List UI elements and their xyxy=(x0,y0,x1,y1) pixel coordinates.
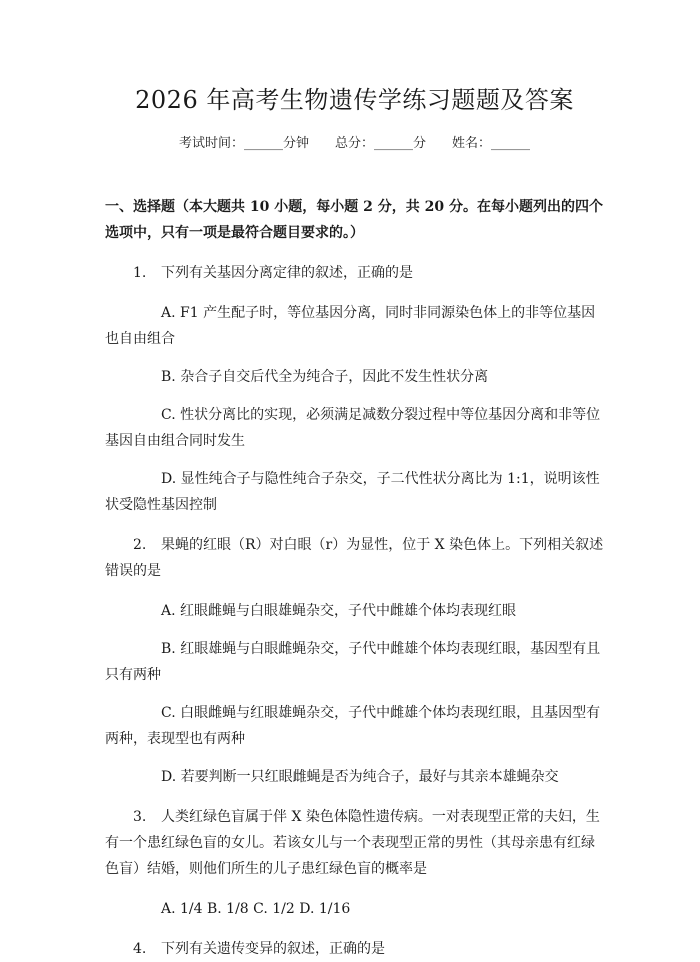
question-3 xyxy=(105,804,604,882)
question-number: 1. xyxy=(133,265,147,281)
question-2 xyxy=(105,532,604,584)
question-stem: 下列有关基因分离定律的叙述，正确的是 xyxy=(161,265,413,281)
question-stem: 下列有关遗传变异的叙述，正确的是 xyxy=(161,941,385,957)
option-2c: C. 白眼雌蝇与红眼雄蝇杂交，子代中雌雄个体均表现红眼，且基因型有两种，表现型也有两种 xyxy=(105,705,601,747)
question-4 xyxy=(105,936,604,962)
option-1b: B. 杂合子自交后代全为纯合子，因此不发生性状分离 xyxy=(161,369,489,385)
question-number: 3. xyxy=(133,809,147,825)
option-1a: A. F1 产生配子时，等位基因分离，同时非同源染色体上的非等位基因也自由组合 xyxy=(105,305,596,347)
option-1c: C. 性状分离比的实现，必须满足减数分裂过程中等位基因分离和非等位基因自由组合同时发生 xyxy=(105,407,601,449)
question-number: 2. xyxy=(133,537,147,553)
option-2a: A. 红眼雌蝇与白眼雄蝇杂交，子代中雌雄个体均表现红眼 xyxy=(161,603,517,619)
question-1 xyxy=(105,260,604,286)
option-2d: D. 若要判断一只红眼雌蝇是否为纯合子，最好与其亲本雄蝇杂交 xyxy=(161,769,559,785)
exam-info xyxy=(105,134,604,154)
exam-time: 考试时间：______分钟 xyxy=(178,136,309,151)
page-title: 2026 年高考生物遗传学练习题题及答案 xyxy=(135,86,574,114)
question-stem: 人类红绿色盲属于伴 X 染色体隐性遗传病。一对表现型正常的夫妇，生有一个患红绿色盲的女儿。若该女儿与一个表现型正常的男性（其母亲患有红绿色盲）结婚，则他们所生的儿子患红绿色盲的概率是 xyxy=(105,809,600,877)
option-2b: B. 红眼雄蝇与白眼雌蝇杂交，子代中雌雄个体均表现红眼，基因型有且只有两种 xyxy=(105,641,601,683)
section-heading: 一、选择题（本大题共 10 小题，每小题 2 分，共 20 分。在每小题列出的四个选项中，只有一项是最符合题目要求的。） xyxy=(105,199,603,241)
total-score: 总分：______分 xyxy=(334,136,426,151)
option-1d: D. 显性纯合子与隐性纯合子杂交，子二代性状分离比为 1:1，说明该性状受隐性基因控制 xyxy=(105,471,600,513)
option-3-all: A. 1/4 B. 1/8 C. 1/2 D. 1/16 xyxy=(161,901,351,917)
question-number: 4. xyxy=(133,941,147,957)
question-stem: 果蝇的红眼（R）对白眼（r）为显性，位于 X 染色体上。下列相关叙述错误的是 xyxy=(105,537,604,579)
student-name: 姓名：______ xyxy=(452,136,531,151)
